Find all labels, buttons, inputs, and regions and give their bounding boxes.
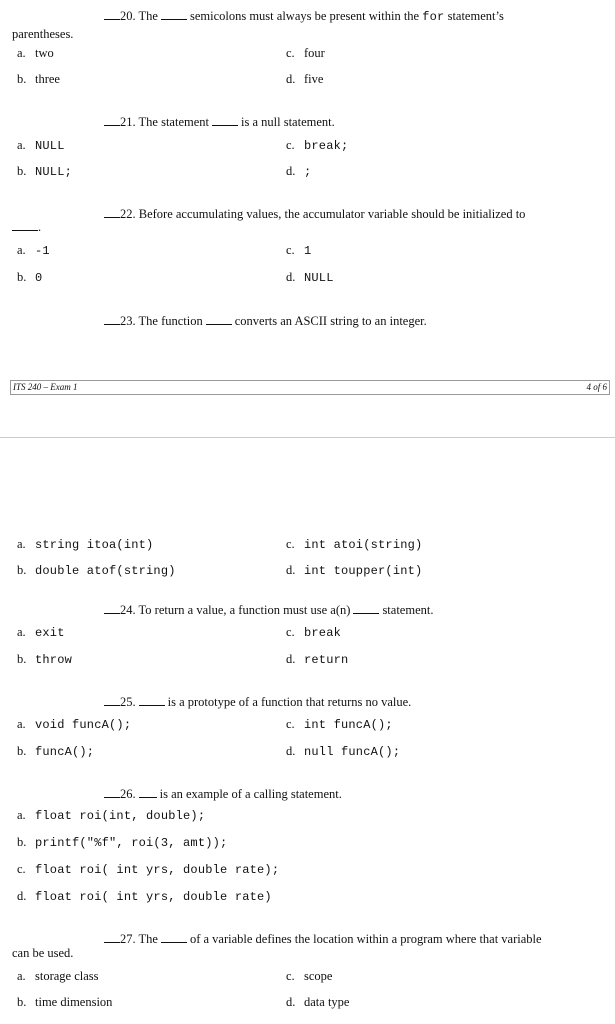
footer-page-number: 4 of 6	[586, 382, 607, 392]
q25-option-b[interactable]: b. funcA();	[17, 744, 95, 759]
q26-option-d[interactable]: d. float roi( int yrs, double rate)	[17, 889, 272, 904]
q25-option-a[interactable]: a. void funcA();	[17, 717, 132, 732]
question-23-stem: 23. The function converts an ASCII string to an integer.	[104, 313, 427, 329]
question-20-continuation: parentheses.	[12, 27, 74, 41]
q24-option-b[interactable]: b. throw	[17, 652, 73, 667]
q23-option-d[interactable]: d. int toupper(int)	[286, 563, 423, 578]
q20-option-d[interactable]: d. five	[286, 72, 324, 86]
q24-option-d[interactable]: d. return	[286, 652, 349, 667]
q23-option-c[interactable]: c. int atoi(string)	[286, 537, 423, 552]
q26-option-c[interactable]: c. float roi( int yrs, double rate);	[17, 862, 280, 877]
q27-option-a[interactable]: a. storage class	[17, 969, 99, 983]
q23-option-a[interactable]: a. string itoa(int)	[17, 537, 154, 552]
page-footer	[10, 380, 610, 395]
footer-course: ITS 240 – Exam 1	[13, 382, 78, 392]
q21-option-d[interactable]: d. ;	[286, 164, 312, 179]
q22-option-b[interactable]: b. 0	[17, 270, 43, 285]
q24-option-c[interactable]: c. break	[286, 625, 342, 640]
q27-option-d[interactable]: d. data type	[286, 995, 350, 1009]
question-20-stem: 20. The semicolons must always be present within the for statement’s	[104, 8, 504, 24]
question-27-continuation: can be used.	[12, 946, 74, 960]
q21-option-a[interactable]: a. NULL	[17, 138, 65, 153]
q24-option-a[interactable]: a. exit	[17, 625, 65, 640]
question-21-stem: 21. The statement is a null statement.	[104, 114, 335, 130]
question-27-stem: 27. The of a variable defines the location within a program where that variable	[104, 931, 542, 947]
q22-option-c[interactable]: c. 1	[286, 243, 312, 258]
page-divider	[0, 437, 615, 438]
question-22-stem: 22. Before accumulating values, the accumulator variable should be initialized to	[104, 206, 525, 222]
q26-option-b[interactable]: b. printf("%f", roi(3, amt));	[17, 835, 228, 850]
q20-option-a[interactable]: a. two	[17, 46, 54, 60]
q22-option-d[interactable]: d. NULL	[286, 270, 334, 285]
question-25-stem: 25. is a prototype of a function that returns no value.	[104, 694, 411, 710]
q20-option-b[interactable]: b. three	[17, 72, 60, 86]
q23-option-b[interactable]: b. double atof(string)	[17, 563, 176, 578]
q21-option-b[interactable]: b. NULL;	[17, 164, 73, 179]
q27-option-c[interactable]: c. scope	[286, 969, 333, 983]
q21-option-c[interactable]: c. break;	[286, 138, 349, 153]
q25-option-d[interactable]: d. null funcA();	[286, 744, 401, 759]
q25-option-c[interactable]: c. int funcA();	[286, 717, 393, 732]
question-26-stem: 26. is an example of a calling statement.	[104, 786, 342, 802]
q22-option-a[interactable]: a. -1	[17, 243, 50, 258]
question-22-continuation: .	[12, 219, 41, 235]
q20-option-c[interactable]: c. four	[286, 46, 325, 60]
q27-option-b[interactable]: b. time dimension	[17, 995, 113, 1009]
q26-option-a[interactable]: a. float roi(int, double);	[17, 808, 206, 823]
question-24-stem: 24. To return a value, a function must use a(n) statement.	[104, 602, 433, 618]
